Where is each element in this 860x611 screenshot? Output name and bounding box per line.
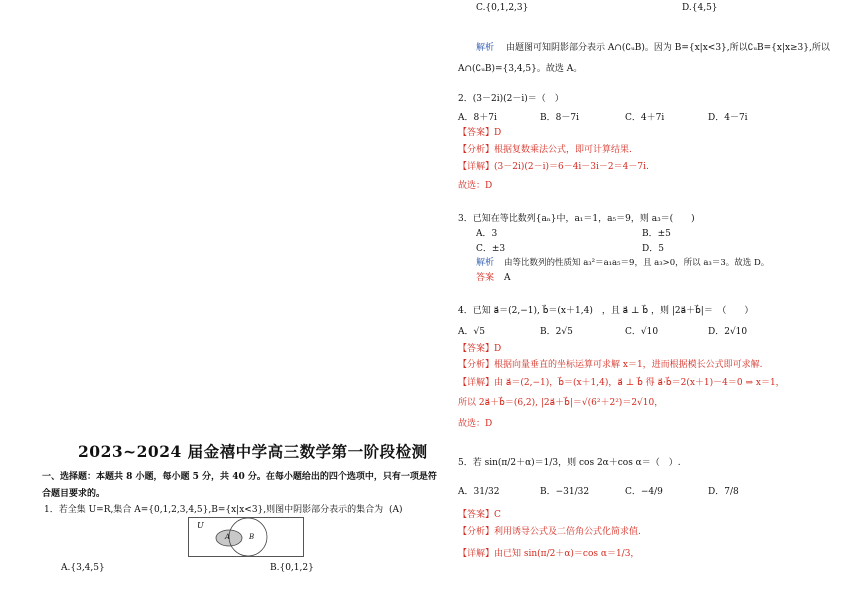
q4-analysis: 【分析】根据向量垂直的坐标运算可求解 x＝1，进而根据模长公式即可求解. <box>458 360 763 370</box>
q4-option-b: B．2√5 <box>540 327 573 337</box>
q2-detail: 【详解】(3－2i)(2－i)＝6－4i－3i－2＝4－7i. <box>458 162 649 172</box>
q2-answer: 【答案】D <box>458 128 502 138</box>
venn-label-a: A <box>225 533 231 541</box>
q2-option-b: B．8－7i <box>540 113 579 123</box>
q3-option-a: A．3 <box>476 229 498 239</box>
q1-option-d: D.{4,5} <box>682 3 718 13</box>
page-title: 2023~2024 届金禧中学高三数学第一阶段检测 <box>78 442 428 461</box>
q4-stem: 4．已知 a⃗＝(2,−1), b⃗＝(x＋1,4) ，且 a⃗ ⊥ b⃗ ，则 |2a⃗＋b⃗|＝ （ ） <box>458 306 754 316</box>
q4-answer: 【答案】D <box>458 344 502 354</box>
q5-option-c: C．−4/9 <box>625 487 663 497</box>
q3-option-b: B．±5 <box>642 229 671 239</box>
q5-detail: 【详解】由已知 sin(π/2＋α)＝cos α＝1/3， <box>458 549 640 559</box>
q1-stem: 1．若全集 U=R,集合 A={0,1,2,3,4,5},B={x|x<3},则图中阴影部分表示的集合为 <box>44 505 384 515</box>
q3-jiexi-label: 解析 <box>476 258 495 268</box>
q3-daan: A <box>504 273 511 283</box>
q2-option-c: C．4＋7i <box>625 113 665 123</box>
q5-stem: 5．若 sin(π/2＋α)＝1/3，则 cos 2α＋cos α＝（ ）. <box>458 458 681 468</box>
section-heading-line2: 合题目要求的。 <box>42 489 106 499</box>
venn-label-u: U <box>197 521 204 530</box>
q1-option-a: A.{3,4,5} <box>61 563 105 573</box>
q5-analysis: 【分析】利用诱导公式及二倍角公式化简求值. <box>458 527 641 537</box>
q3-jiexi: 由等比数列的性质知 a₃²＝a₁a₅＝9，且 a₃>0，所以 a₃＝3。故选 D。 <box>504 258 770 268</box>
q4-conclusion: 故选：D <box>458 419 493 429</box>
q2-conclusion: 故选：D <box>458 181 493 191</box>
q4-option-d: D．2√10 <box>708 327 748 337</box>
venn-diagram <box>188 517 304 557</box>
q4-so: 所以 2a⃗＋b⃗＝(6,2), |2a⃗＋b⃗|＝√(6²＋2²)＝2√10， <box>458 398 664 408</box>
q5-option-b: B．−31/32 <box>540 487 590 497</box>
q5-option-d: D．7/8 <box>708 487 739 497</box>
q4-detail: 【详解】由 a⃗＝(2,−1)，b⃗＝(x＋1,4)，a⃗ ⊥ b⃗ 得 a⃗·b⃗＝2(x＋1)－4＝0 ⇒ x＝1， <box>458 378 785 388</box>
q1-jiexi-line1: 由题图可知阴影部分表示 A∩(∁ᵤB)。因为 B={x|x<3},所以∁ᵤB={x|x≥3},所以 <box>506 43 830 53</box>
q1-jiexi-line2: A∩(∁ᵤB)={3,4,5}。故选 A。 <box>458 64 583 74</box>
q5-answer: 【答案】C <box>458 510 501 520</box>
q3-stem: 3．已知在等比数列{aₙ}中，a₁＝1，a₅＝9，则 a₃＝( ) <box>458 214 695 224</box>
q2-stem: 2．(3－2i)(2－i)＝（ ） <box>458 94 564 104</box>
q1-option-c: C.{0,1,2,3} <box>476 3 529 13</box>
q3-option-d: D．5 <box>642 244 664 254</box>
q4-option-a: A．√5 <box>458 327 485 337</box>
q1-answer-tag: (A) <box>389 505 403 515</box>
q1-jiexi-label: 解析 <box>476 43 495 53</box>
q2-analysis: 【分析】根据复数乘法公式，即可计算结果. <box>458 145 632 155</box>
q4-option-c: C．√10 <box>625 327 659 337</box>
q1-option-b: B.{0,1,2} <box>270 563 314 573</box>
venn-label-b: B <box>249 533 255 541</box>
q3-option-c: C．±3 <box>476 244 506 254</box>
section-heading-line1: 一、选择题：本题共 8 小题，每小题 5 分，共 40 分。在每小题给出的四个选项中，只有一项是符 <box>42 472 437 482</box>
q5-option-a: A．31/32 <box>458 487 500 497</box>
q2-option-a: A．8＋7i <box>458 113 497 123</box>
q3-daan-label: 答案 <box>476 273 495 283</box>
q2-option-d: D．4－7i <box>708 113 748 123</box>
